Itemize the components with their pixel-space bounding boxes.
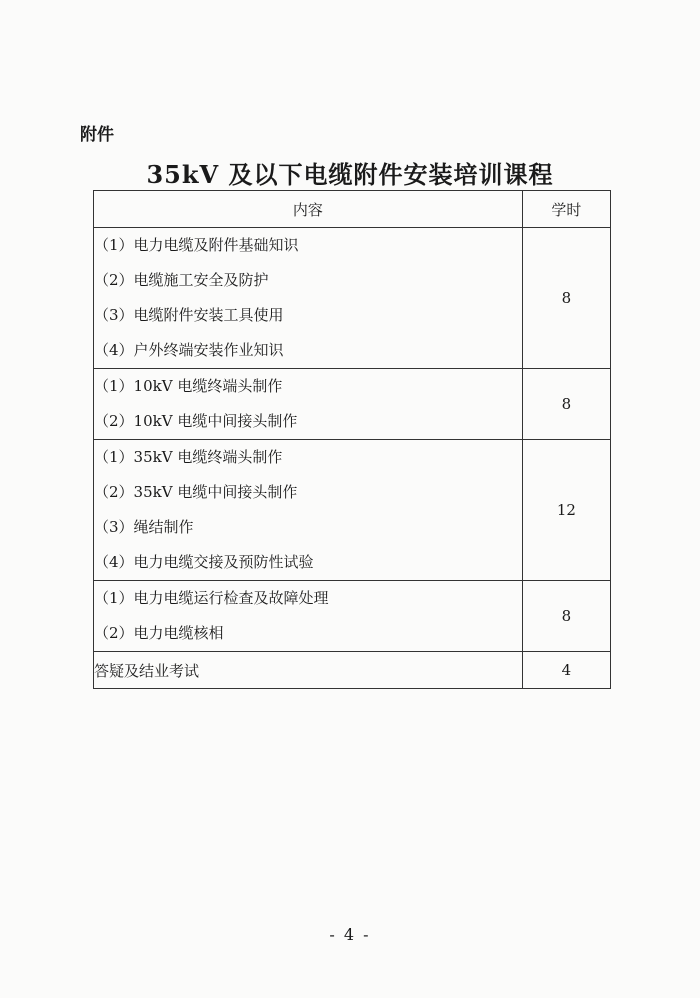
header-content: 内容	[94, 191, 523, 228]
module-item: （4）电力电缆交接及预防性试验	[94, 553, 314, 571]
module-row-3	[94, 440, 611, 581]
exam-row	[94, 652, 611, 689]
module-row-2	[94, 369, 611, 440]
table-header-row	[94, 191, 611, 228]
module-1-hours: 8	[522, 228, 610, 369]
header-hours: 学时	[522, 191, 610, 228]
module-item: （4）户外终端安装作业知识	[94, 341, 284, 359]
module-item: （2）电缆施工安全及防护	[94, 271, 269, 289]
module-item: （1）电力电缆及附件基础知识	[94, 236, 299, 254]
module-2-items	[94, 369, 523, 440]
document-title: 35kV 及以下电缆附件安装培训课程	[146, 160, 554, 189]
module-item: （2）10kV 电缆中间接头制作	[94, 412, 298, 430]
module-3-hours: 12	[522, 440, 610, 581]
module-1-items	[94, 228, 523, 369]
module-4-hours: 8	[522, 581, 610, 652]
module-row-1	[94, 228, 611, 369]
course-table	[93, 190, 611, 689]
page-number: - 4 -	[329, 925, 371, 944]
module-item: （1）电力电缆运行检查及故障处理	[94, 589, 329, 607]
module-item: （1）10kV 电缆终端头制作	[94, 377, 283, 395]
exam-hours: 4	[522, 652, 610, 689]
module-item: （3）绳结制作	[94, 518, 194, 536]
module-item: （2）35kV 电缆中间接头制作	[94, 483, 298, 501]
annex-label: 附件	[80, 125, 114, 145]
module-row-4	[94, 581, 611, 652]
exam-label: 答疑及结业考试	[94, 652, 523, 689]
module-item: （3）电缆附件安装工具使用	[94, 306, 284, 324]
module-2-hours: 8	[522, 369, 610, 440]
module-item: （1）35kV 电缆终端头制作	[94, 448, 283, 466]
module-4-items	[94, 581, 523, 652]
module-item: （2）电力电缆核相	[94, 624, 224, 642]
module-3-items	[94, 440, 523, 581]
